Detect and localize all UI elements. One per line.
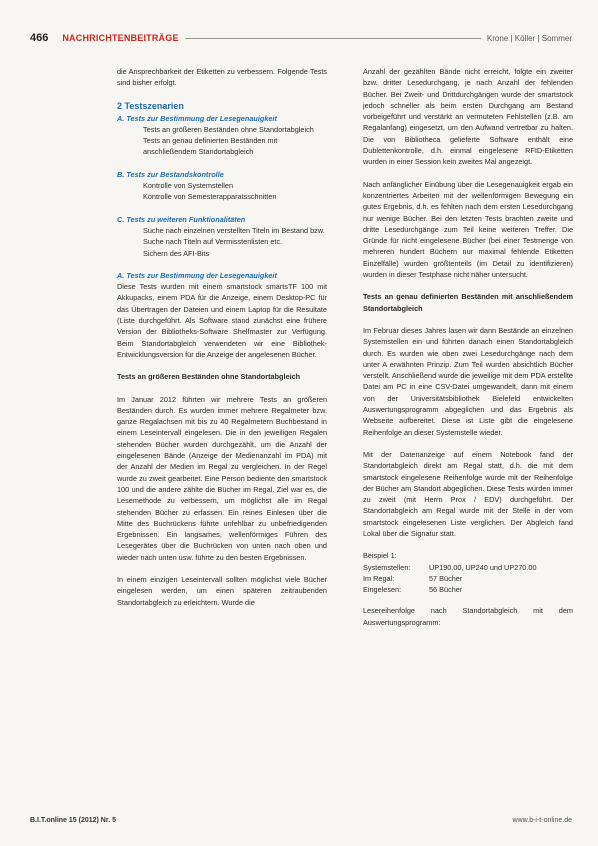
scenario-a-list <box>117 124 327 158</box>
page-footer <box>30 814 572 826</box>
scenario-c-heading: C. Tests zu weiteren Funktionalitäten <box>117 214 246 224</box>
right-paragraph-2: Nach anfänglicher Einübung über die Lesegenauigkeit ergab ein konzentriertes Arbeiten mit der wellenförmigen Bewegung ein gutes Ergebnis, d.h. es fehlten nach dem ersten Lesedurchgang nur wenige Bücher. Bei den letzten Tests brachten zweite und dritte Lesedurchgänge zum Teil keine weiteren Treffer. Die Gründe für nicht eingelesene Bücher (bei einer Testmenge von mehreren hundert Büchern nur maximal fehlende Etiketten Einzelfälle) wurden größtenteils (im Detail zu identifizieren) wurden in dieser Testphase nicht näher untersucht. <box>363 179 573 280</box>
subsection-paragraph-2: In einem einzigen Leseintervall sollten möglichst viele Bücher eingelesen werden, um einen späteren zeitraubenden Standortabgleich zu erleichtern. Wurde die <box>117 574 327 607</box>
page-header <box>30 31 572 45</box>
intro-paragraph: die Ansprechbarkeit der Etiketten zu verbessern. Folgende Tests sind bisher erfolgt. <box>117 67 327 88</box>
header-rule <box>185 38 481 39</box>
footer-source: B.I.T.online 15 (2012) Nr. 5 <box>30 816 116 824</box>
section-a-heading: A. Tests zur Bestimmung der Lesegenauigkeit <box>117 270 277 280</box>
example-value: 56 Bücher <box>429 585 463 595</box>
left-column <box>117 66 327 608</box>
example-value: 57 Bücher <box>429 573 463 583</box>
scenario-b-list <box>117 180 327 203</box>
right-paragraph-3: Im Februar dieses Jahres lasen wir dann Bestände an einzelnen Systemstellen ein und führten danach einen Standortabgleich durch. Es wurden wie oben zwei Lesedurchgänge nach dem unter A erwähnten Prinzip. Zum Teil wurden absichtlich Bücher verstellt. Anschließend wurde die jeweilige mit dem PDA erstellte Datei am PC in eine CSV-Datei umgewandelt, dann mit einem von der Universitätsbibliothek Bielefeld entwickelten Auswertungsprogramm abgeglichen und das Ergebnis als Webseite aufbereitet. Diese ist Liste gibt die eingelesene Reihenfolge an dieser Systemstelle wieder. <box>363 325 573 437</box>
header-authors: Krone | Köller | Sommer <box>486 33 572 43</box>
list-item: Kontrolle von Semesterapparatsschnitten <box>143 192 277 202</box>
example-title: Beispiel 1: <box>363 551 397 561</box>
section-a-paragraph: Diese Tests wurden mit einem smartstock smartsTF 100 mit Akkupacks, einem PDA für die Anzeige, einem Desktop-PC für das Übertragen der Dateien und einem Laptop für die Resultate (Liste durchgeführt. Als Software stand zunächst eine frühere Version der Bibliotheks-Software Shelfmaster zur Verfügung. Beim Standortabgleich verwendeten wir eine Bibliothek-Entwicklungsversion für die Anzeige der angelesenen Bücher. <box>117 282 327 359</box>
section-label: NACHRICHTENBEITRÄGE <box>62 33 179 43</box>
right-column <box>363 66 573 628</box>
page-number: 466 <box>30 32 49 44</box>
example-key: Eingelesen: <box>363 585 402 595</box>
section-heading: 2 Testszenarien <box>117 100 184 111</box>
list-item: Tests an genau definierten Beständen mit anschließendem Standortabgleich <box>143 136 278 157</box>
example-table <box>363 562 537 596</box>
subsection-heading: Tests an genau definierten Beständen mit anschließendem Standortabgleich <box>363 292 573 313</box>
table-row <box>363 584 537 595</box>
list-item: Suche nach einzelnen verstellten Titeln im Bestand bzw. Suche nach Titeln auf Vermisstenlisten etc. <box>143 225 325 247</box>
subsection-paragraph: Im Januar 2012 führten wir mehrere Tests an größeren Beständen durch. Es wurden immer mehrere Regalmeter bzw. ganze Regalachsen mit bis zu 40 Regalmetern Buchbestand in einem Leseintervall eingelesen. Die in den jeweiligen Regalen stehenden Bücher wurden durchgezählt, um die Anzahl der eingelesenen Bände (Anzeige der Medienanzahl im PDA) mit der Anzahl der Medien im Regal zu vergleichen. In der Regel wurde zu zweit gearbeitet. Eine Person bediente den smartstock 100 und die andere zählte die Bücher im Regal. Ziel war es, die Lesemethode zu verbessern, um möglichst alle im Regal stehenden Bücher zu erfassen. Ein reines Einlesen über die Mitte des Buchrückens führte unfehlbar zu unbefriedigenden Ergebnissen. Ein langsames, wellenförmiges Führen des Lesegerätes über die Buchrücken von unten nach oben und wieder nach unten usw. führte zu den besten Ergebnissen. <box>117 394 327 562</box>
right-paragraph-4: Mit der Datenanzeige auf einem Notebook fand der Standortabgleich direkt am Regal statt, d.h. die mit dem smartstock eingelesene Reihenfolge wurde mit der Reihenfolge der Bücher am Standort abgeglichen. Diese Tests wurden immer zu zweit (mit Herrn Prox / EDV) durchgeführt. Der Standortabgleich am Regal wurde mit der Stelle in der vom smartstock eingelesenen Liste verglichen. Der Abgleich fand Lokal über die Signatur statt. <box>363 449 573 538</box>
right-paragraph-1: Anzahl der gezählten Bände nicht erreicht, folgte ein zweiter bzw. dritter Lesedurchgang, je nach Anzahl der fehlenden Bücher. Bei Zweit- und Drittdurchgängen wurde der smartstock jedoch schneller als beim ersten Durchgang am Bestand vorbeigeführt und verstärkt an vermuteten Fehlstellen (z.B. am Regalanfang) eingesetzt, um den Aufwand vertretbar zu halten. Die von Bibliotheca gelieferte Software enthält eine Dublettenkontrolle, d.h. einmal eingelesene RFID-Etiketten wurden in einer Session kein zweites Mal angezeigt. <box>363 67 573 167</box>
scenario-a-heading: A. Tests zur Bestimmung der Lesegenauigkeit <box>117 113 277 123</box>
list-item: Sichern des AFI-Bits <box>143 248 210 258</box>
table-row <box>363 562 537 573</box>
list-item: Tests an größeren Beständen ohne Standortabgleich <box>143 124 314 134</box>
example-key: Im Regal: <box>363 573 395 583</box>
scenario-b-heading: B. Tests zur Bestandskontrolle <box>117 169 224 179</box>
scenario-c-list <box>117 225 327 259</box>
list-item: Kontrolle von Systemstellen <box>143 181 234 191</box>
footer-url: www.b-i-t-online.de <box>512 816 572 824</box>
subsection-heading: Tests an größeren Beständen ohne Standortabgleich <box>117 372 301 382</box>
example-key: Systemstellen: <box>363 562 411 572</box>
closing-paragraph: Lesereihenfolge nach Standortabgleich mit dem Auswertungsprogramm: <box>363 606 573 627</box>
table-row <box>363 573 537 584</box>
example-value: UP190.00, UP240 und UP270.00 <box>429 562 537 572</box>
